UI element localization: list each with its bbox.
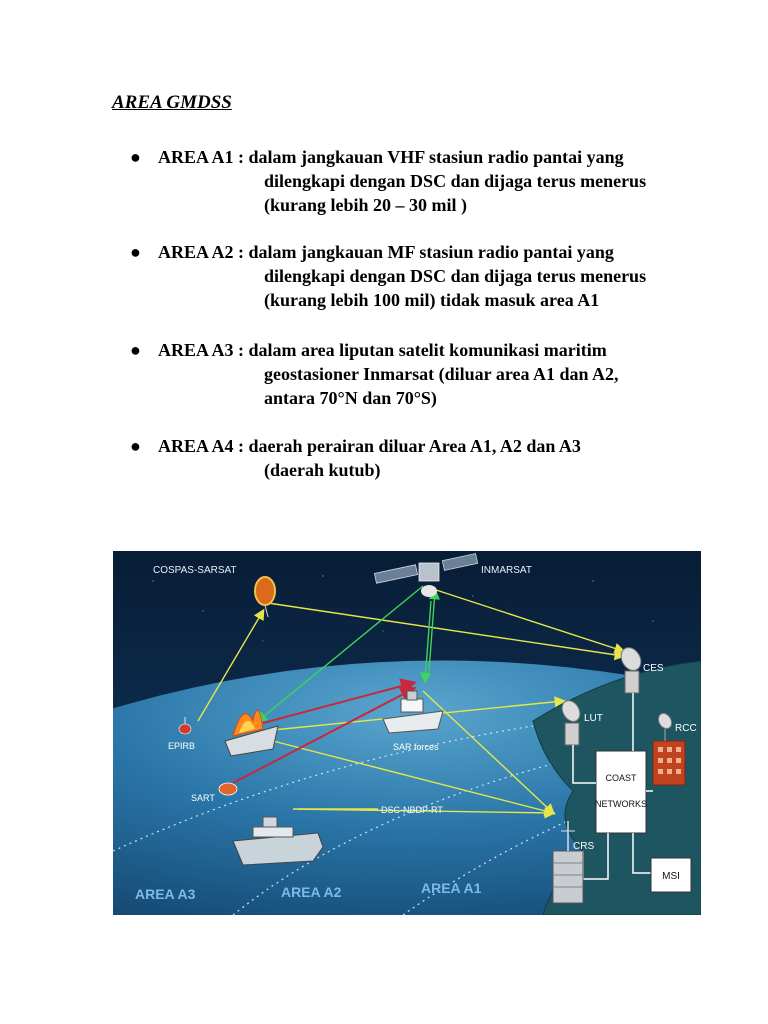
label-inmarsat: INMARSAT xyxy=(481,565,532,576)
area-a3-lead: AREA A3 : dalam area liputan satelit komunikasi maritim xyxy=(158,340,607,360)
bullet-icon: ● xyxy=(130,242,141,262)
label-rcc: RCC xyxy=(675,723,697,734)
gmdss-diagram xyxy=(113,551,701,915)
area-a3-line-1: geostasioner Inmarsat (diluar area A1 dan A2, xyxy=(264,364,619,384)
gmdss-diagram-svg xyxy=(113,551,701,915)
label-crs: CRS xyxy=(573,841,595,852)
label-sart: SART xyxy=(191,793,215,803)
label-epirb: EPIRB xyxy=(168,741,196,751)
sart-icon xyxy=(219,783,237,795)
label-area-a2: AREA A2 xyxy=(281,884,342,900)
page-title: AREA GMDSS xyxy=(112,92,232,113)
label-networks: NETWORKS xyxy=(594,799,648,809)
area-a4-lead: AREA A4 : daerah perairan diluar Area A1, A2 dan A3 xyxy=(158,436,581,456)
label-sar-forces: SAR forces xyxy=(393,742,439,752)
area-a1-line-1: dilengkapi dengan DSC dan dijaga terus menerus xyxy=(264,171,647,191)
label-area-a3: AREA A3 xyxy=(135,886,196,902)
bullet-icon: ● xyxy=(130,436,141,456)
bullet-icon: ● xyxy=(130,340,141,360)
area-a3-line-2: antara 70°N dan 70°S) xyxy=(264,388,437,408)
area-a1-lead: AREA A1 : dalam jangkauan VHF stasiun radio pantai yang xyxy=(158,147,624,167)
area-a2-line-2: (kurang lebih 100 mil) tidak masuk area A1 xyxy=(264,290,600,310)
label-dsc: DSC-NBDP-RT xyxy=(381,805,443,815)
label-cospas: COSPAS-SARSAT xyxy=(153,565,237,576)
area-a2-lead: AREA A2 : dalam jangkauan MF stasiun radio pantai yang xyxy=(158,242,614,262)
bullet-icon: ● xyxy=(130,147,141,167)
label-area-a1: AREA A1 xyxy=(421,880,482,896)
label-msi: MSI xyxy=(662,871,680,882)
coast-networks-box xyxy=(596,751,646,833)
label-coast: COAST xyxy=(605,773,637,783)
area-a4-line-1: (daerah kutub) xyxy=(264,460,381,480)
area-a1-line-2: (kurang lebih 20 – 30 mil ) xyxy=(264,195,468,215)
area-a2-line-1: dilengkapi dengan DSC dan dijaga terus menerus xyxy=(264,266,647,286)
label-ces: CES xyxy=(643,663,664,674)
label-lut: LUT xyxy=(584,713,603,724)
